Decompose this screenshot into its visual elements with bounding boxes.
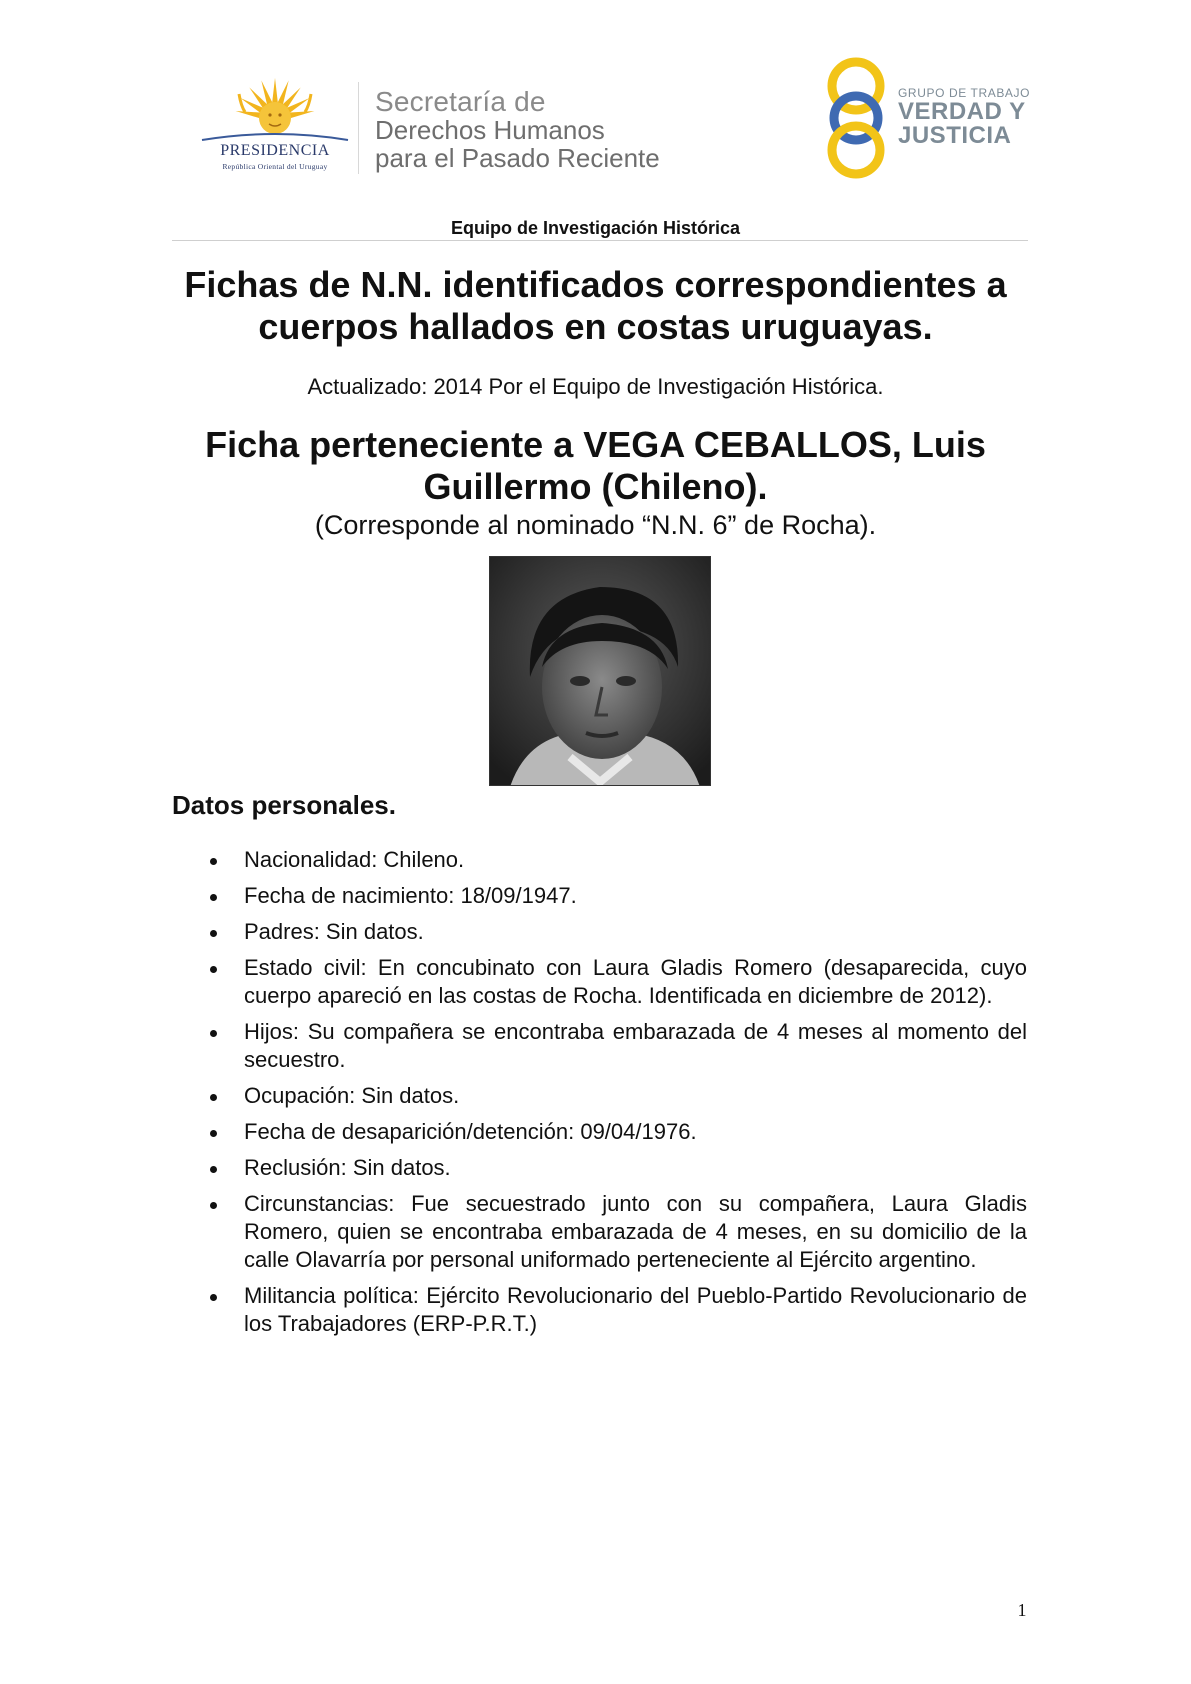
presidencia-name: PRESIDENCIA: [220, 142, 330, 159]
list-item: [209, 1154, 1027, 1182]
list-item: [209, 1282, 1027, 1338]
list-item-text: Reclusión: Sin datos.: [244, 1155, 451, 1180]
document-title: Fichas de N.N. identificados correspondientes a cuerpos hallados en costas uruguayas.: [184, 264, 1007, 347]
grupo-label: GRUPO DE TRABAJO: [898, 86, 1031, 100]
portrait-photo: [489, 556, 711, 786]
list-item-text: Ocupación: Sin datos.: [244, 1083, 460, 1108]
secretaria-logo: [375, 88, 660, 172]
team-label: Equipo de Investigación Histórica: [450, 218, 741, 238]
secretaria-line-3: para el Pasado Reciente: [375, 143, 660, 173]
rings-icon: [820, 56, 900, 182]
page-number: 1: [1017, 1600, 1027, 1620]
personal-data-list: [209, 846, 1027, 1346]
list-item: [209, 954, 1027, 1010]
list-item-text: Circunstancias: Fue secuestrado junto con su compañera, Laura Gladis Romero, quien se encontraba embarazada de 4 meses, en su domicilio de la calle Olavarría por personal uniformado perteneciente al Ejército argentino.: [244, 1191, 1027, 1272]
verdad-justicia-text: [898, 86, 1030, 148]
list-item: [209, 846, 1027, 874]
corresponde-line: (Corresponde al nominado “N.N. 6” de Rocha).: [314, 510, 877, 540]
list-item: [209, 882, 1027, 910]
verdad-justicia-logo: [820, 56, 1030, 182]
list-item-text: Militancia política: Ejército Revolucionario del Pueblo-Partido Revolucionario de los Trabajadores (ERP-P.R.T.): [244, 1283, 1027, 1336]
list-item: [209, 1118, 1027, 1146]
list-item-text: Fecha de nacimiento: 18/09/1947.: [244, 883, 577, 908]
logo-divider: [358, 82, 359, 174]
header-rule: [172, 240, 1028, 241]
verdad-label: VERDAD Y: [898, 98, 1026, 125]
list-item-text: Hijos: Su compañera se encontraba embarazada de 4 meses al momento del secuestro.: [244, 1019, 1027, 1072]
sun-icon: [196, 78, 354, 144]
list-item-text: Estado civil: En concubinato con Laura Gladis Romero (desaparecida, cuyo cuerpo apareció en las costas de Rocha. Identificada en diciembre de 2012).: [244, 955, 1027, 1008]
list-item-text: Nacionalidad: Chileno.: [244, 847, 465, 872]
presidencia-subtitle: República Oriental del Uruguay: [222, 162, 328, 171]
list-item: [209, 918, 1027, 946]
secretaria-line-1: Secretaría de: [375, 86, 546, 117]
justicia-label: JUSTICIA: [898, 122, 1012, 149]
list-item: [209, 1018, 1027, 1074]
section-title: Datos personales.: [172, 790, 396, 820]
secretaria-line-2: Derechos Humanos: [375, 115, 605, 145]
updated-line: Actualizado: 2014 Por el Equipo de Investigación Histórica.: [307, 374, 884, 399]
list-item: [209, 1190, 1027, 1274]
list-item-text: Fecha de desaparición/detención: 09/04/1976.: [244, 1119, 697, 1144]
list-item: [209, 1082, 1027, 1110]
presidencia-logo: [196, 78, 354, 176]
list-item-text: Padres: Sin datos.: [244, 919, 424, 944]
record-subtitle: Ficha perteneciente a VEGA CEBALLOS, Luis Guillermo (Chileno).: [205, 424, 986, 507]
